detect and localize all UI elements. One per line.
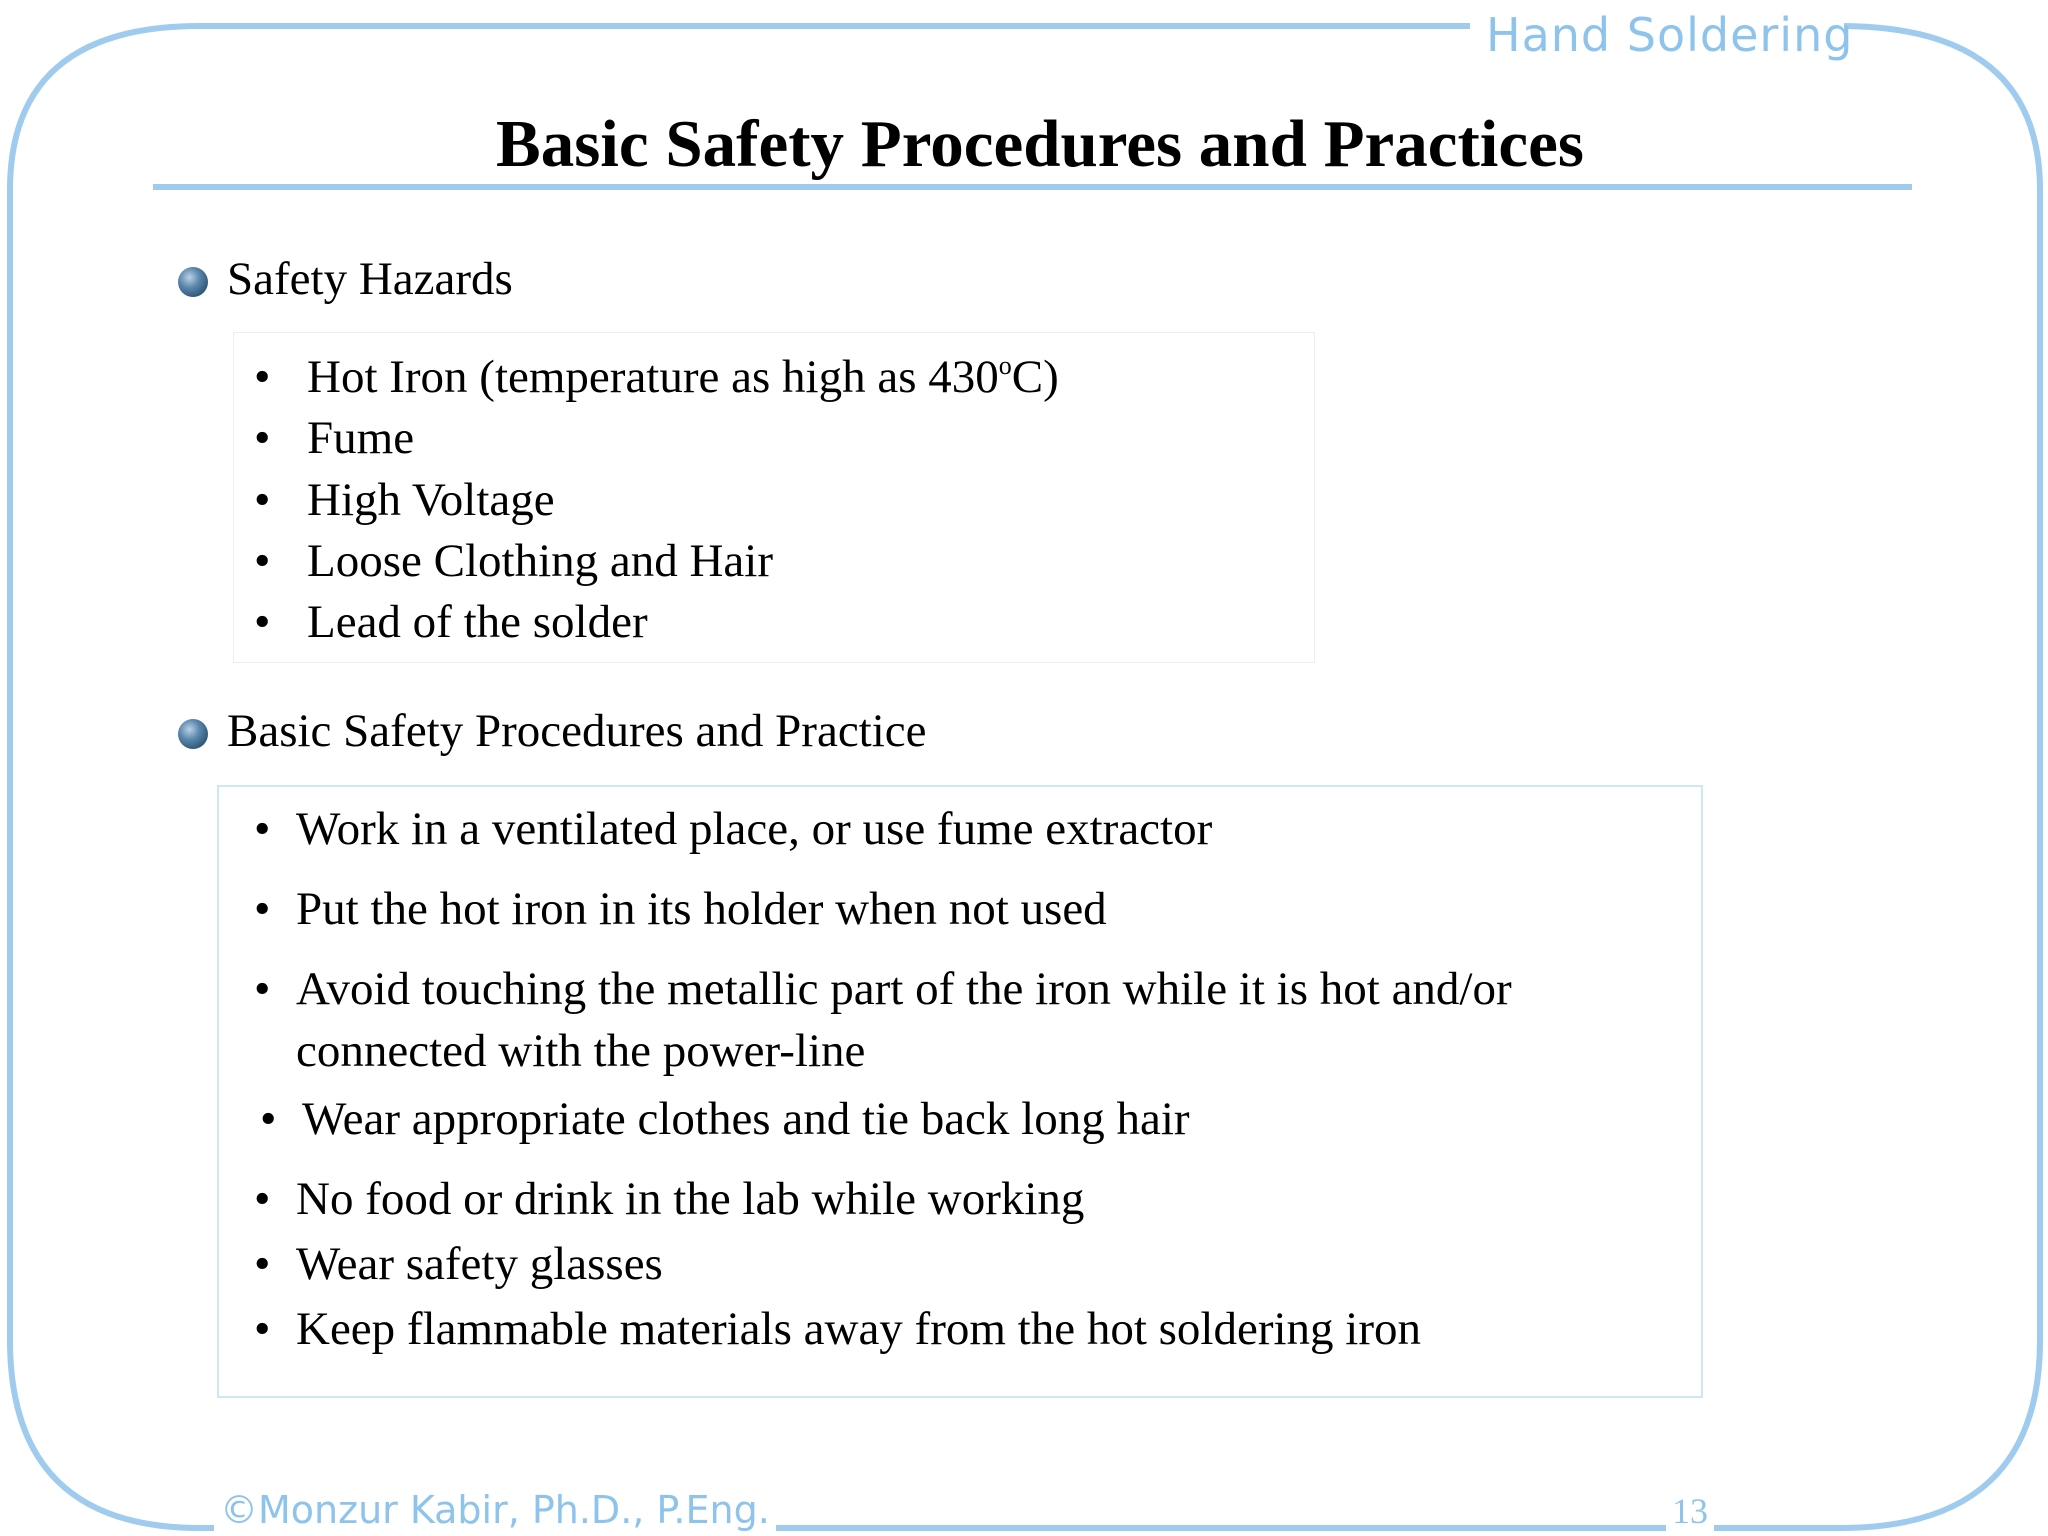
bullet-dot-icon: • — [254, 1303, 271, 1355]
procedure-text: Wear appropriate clothes and tie back long hair — [302, 1093, 1190, 1145]
procedure-text: Put the hot iron in its holder when not used — [296, 883, 1107, 935]
bullet-dot-icon: • — [260, 1093, 277, 1145]
footer-author: ©Monzur Kabir, Ph.D., P.Eng. — [214, 1488, 776, 1532]
procedure-text: connected with the power-line — [296, 1025, 866, 1077]
bullet-dot-icon: • — [254, 883, 271, 935]
bullet-dot-icon: • — [254, 1238, 271, 1290]
hazard-text-main: Hot Iron (temperature as high as 430 — [307, 351, 999, 403]
bullet-dot-icon: • — [254, 412, 271, 464]
section-heading-label: Basic Safety Procedures and Practice — [227, 705, 927, 757]
hazard-text: Lead of the solder — [307, 596, 648, 648]
procedure-text: Wear safety glasses — [296, 1238, 663, 1290]
sphere-bullet-icon — [178, 719, 208, 749]
bullet-dot-icon: • — [254, 803, 271, 855]
bullet-dot-icon: • — [254, 1173, 271, 1225]
procedure-text: No food or drink in the lab while working — [296, 1173, 1085, 1225]
bullet-dot-icon: • — [254, 535, 271, 587]
hazard-text: Fume — [307, 412, 415, 464]
bullet-dot-icon: • — [254, 351, 271, 403]
procedure-text: Work in a ventilated place, or use fume extractor — [296, 803, 1213, 855]
slide-title: Basic Safety Procedures and Practices — [496, 107, 1584, 181]
header-label: Hand Soldering — [1478, 8, 1844, 62]
bullet-dot-icon: • — [254, 963, 271, 1015]
sphere-bullet-icon — [178, 267, 208, 297]
hazard-text: Loose Clothing and Hair — [307, 535, 774, 587]
hazard-text — [307, 347, 1059, 407]
procedure-text: Avoid touching the metallic part of the iron while it is hot and/or — [296, 963, 1512, 1015]
procedure-text: Keep flammable materials away from the hot soldering iron — [296, 1303, 1422, 1355]
hazard-text: High Voltage — [307, 474, 555, 526]
bullet-dot-icon: • — [254, 474, 271, 526]
degree-superscript: o — [998, 351, 1012, 380]
page-number: 13 — [1666, 1490, 1714, 1532]
bullet-dot-icon: • — [254, 596, 271, 648]
hazard-text-suffix: C) — [1011, 351, 1059, 403]
section-heading-label: Safety Hazards — [227, 253, 513, 305]
